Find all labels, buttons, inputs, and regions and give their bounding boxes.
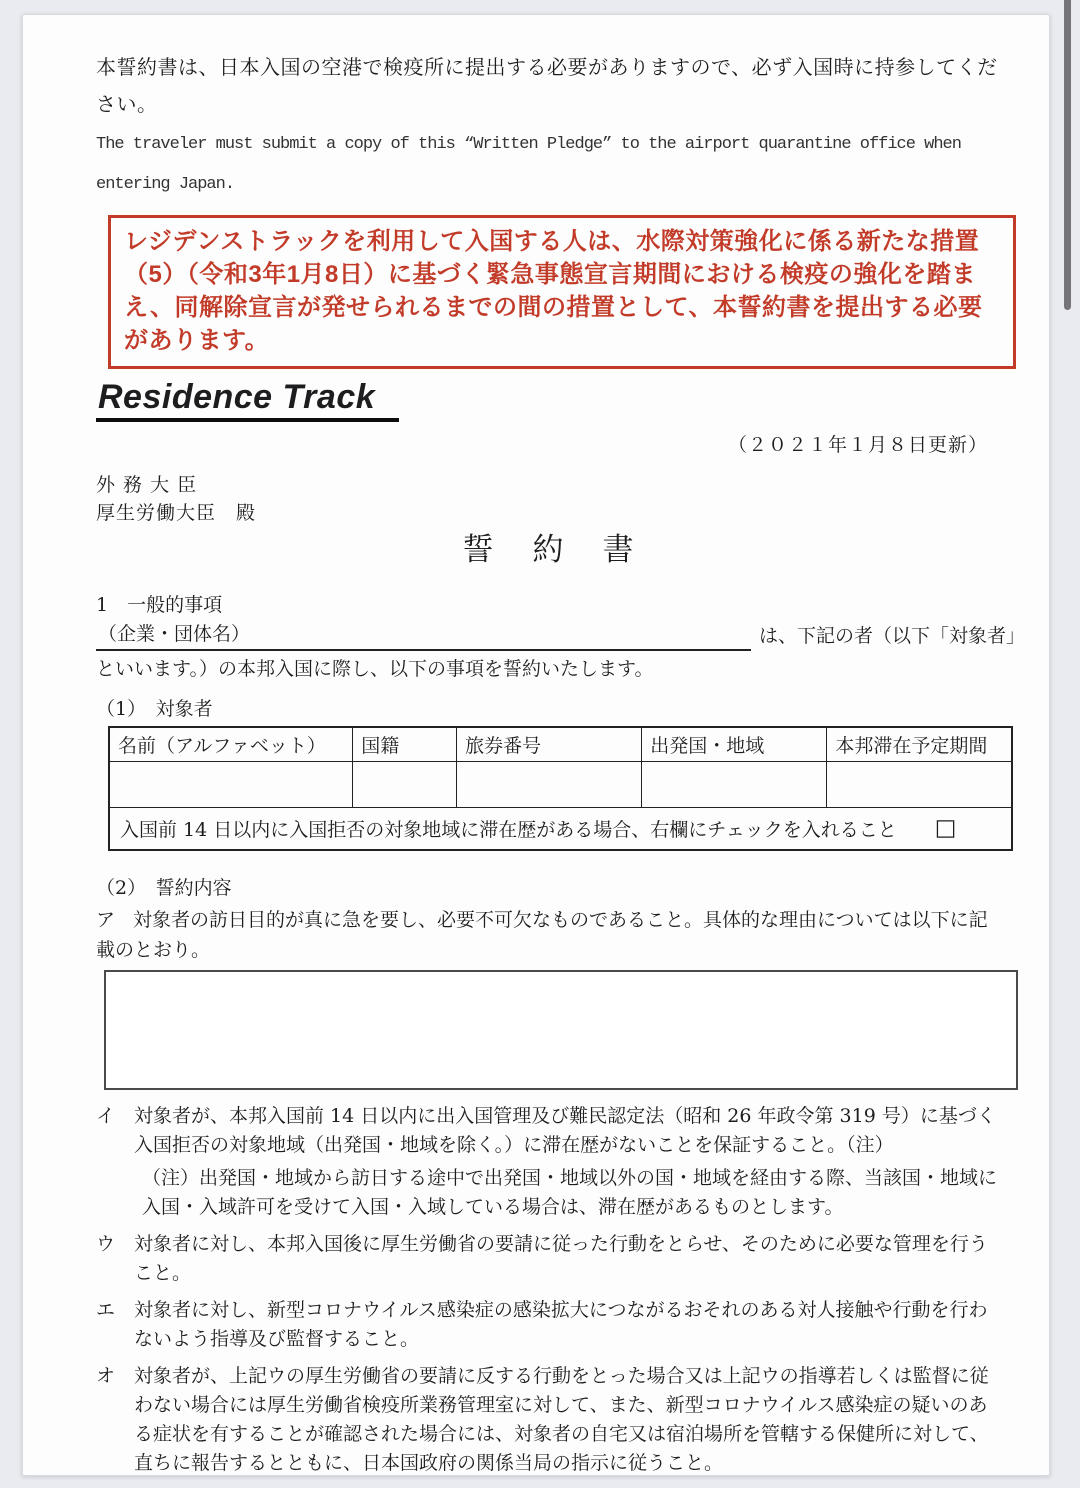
intro-en-line1: The traveler must submit a copy of this “Written Pledge” to the airport quarantine office when bbox=[96, 135, 961, 154]
item-o-marker: オ bbox=[96, 1364, 116, 1387]
addressee-line1: 外 務 大 臣 bbox=[96, 474, 198, 496]
name-cell[interactable] bbox=[109, 762, 353, 808]
company-name-field[interactable] bbox=[96, 619, 751, 651]
col-passport: 旅券番号 bbox=[457, 727, 642, 762]
pledge-item-o bbox=[96, 1362, 1004, 1477]
stay-history-row bbox=[109, 808, 1012, 850]
stay-period-cell[interactable] bbox=[827, 762, 1012, 808]
subjects-table bbox=[108, 726, 1013, 851]
departure-cell[interactable] bbox=[642, 762, 827, 808]
stay-history-checkbox[interactable]: □ bbox=[934, 814, 957, 841]
pledge-item-u bbox=[96, 1230, 1004, 1288]
pledge-heading: （2） 誓約内容 bbox=[96, 876, 232, 899]
intro-note bbox=[96, 49, 1004, 203]
company-name-line bbox=[96, 619, 1026, 651]
subjects-header-row bbox=[109, 727, 1012, 762]
item-a-text: 対象者の訪日目的が真に急を要し、必要不可欠なものであること。具体的な理由については以下に記載のとおり。 bbox=[96, 908, 988, 961]
intro-jp: 本誓約書は、日本入国の空港で検疫所に提出する必要がありますので、必ず入国時に持参してください。 bbox=[96, 55, 998, 116]
item-i-text: 対象者が、本邦入国前 14 日以内に出入国管理及び難民認定法（昭和 26 年政令第 319 号）に基づく入国拒否の対象地域（出発国・地域を除く。）に滞在歴がないことを保証すること。（注） bbox=[134, 1104, 996, 1156]
pledge-item-a bbox=[96, 905, 1004, 965]
company-name-label: （企業・団体名） bbox=[98, 623, 251, 645]
document-content bbox=[23, 15, 1049, 1476]
item-i-marker: イ bbox=[96, 1104, 116, 1127]
company-suffix-text: は、下記の者（以下「対象者」 bbox=[759, 625, 1026, 647]
addressee-line2: 厚生労働大臣 殿 bbox=[96, 502, 257, 524]
nationality-cell[interactable] bbox=[353, 762, 457, 808]
stay-history-note: 入国前 14 日以内に入国拒否の対象地域に滞在歴がある場合、右欄にチェックを入れること bbox=[120, 818, 897, 841]
item-i-note: （注）出発国・地域から訪日する途中で出発国・地域以外の国・地域を経由する際、当該国・地域に入国・入域許可を受けて入国・入域している場合は、滞在歴があるものとします。 bbox=[142, 1166, 998, 1218]
subjects-heading: （1） 対象者 bbox=[96, 698, 213, 720]
notice-text: レジデンストラックを利用して入国する人は、水際対策強化に係る新たな措置（5）（令和3年1月8日）に基づく緊急事態宣言期間における検疫の強化を踏まえ、同解除宣言が発せられるまでの間の措置として、本誓約書を提出する必要があります。 bbox=[124, 228, 983, 354]
item-e-marker: エ bbox=[96, 1298, 116, 1321]
pledge-item-i bbox=[96, 1102, 1004, 1160]
intro-en-line2: entering Japan. bbox=[96, 175, 235, 194]
updated-date: （２０２１年１月８日更新） bbox=[727, 434, 988, 456]
pledge-lead-text: といいます。）の本邦入国に際し、以下の事項を誓約いたします。 bbox=[96, 658, 654, 680]
pledge-item-e bbox=[96, 1296, 1004, 1354]
col-name: 名前（アルファベット） bbox=[109, 727, 353, 762]
track-title: Residence Track bbox=[96, 377, 399, 422]
item-e-text: 対象者に対し、新型コロナウイルス感染症の感染拡大につながるおそれのある対人接触や行動を行わないよう指導及び監督すること。 bbox=[134, 1298, 988, 1350]
section-1-heading: 1 一般的事項 bbox=[96, 594, 223, 616]
col-stay-period: 本邦滞在予定期間 bbox=[827, 727, 1012, 762]
item-a-marker: ア bbox=[96, 908, 116, 931]
passport-cell[interactable] bbox=[457, 762, 642, 808]
item-u-text: 対象者に対し、本邦入国後に厚生労働省の要請に従った行動をとらせ、そのために必要な管理を行うこと。 bbox=[134, 1232, 988, 1284]
document-title: 誓 約 書 bbox=[462, 532, 638, 568]
item-o-text: 対象者が、上記ウの厚生労働省の要請に反する行動をとった場合又は上記ウの指導若しくは監督に従わない場合には厚生労働省検疫所業務管理室に対して、また、新型コロナウイルス感染症の疑いのある症状を有することが確認された場合には、対象者の自宅又は宿泊場所を管轄する保健所に対して、直ちに報告するとともに、日本国政府の関係当局の指示に従うこと。 bbox=[134, 1364, 989, 1474]
subjects-entry-row bbox=[109, 762, 1012, 808]
residence-track-notice bbox=[108, 215, 1016, 369]
col-nationality: 国籍 bbox=[353, 727, 457, 762]
col-departure: 出発国・地域 bbox=[642, 727, 827, 762]
addressee-block bbox=[96, 471, 1004, 527]
scrollbar-thumb[interactable] bbox=[1064, 0, 1071, 310]
item-u-marker: ウ bbox=[96, 1232, 116, 1255]
reason-textarea[interactable] bbox=[104, 970, 1018, 1090]
document-page bbox=[22, 14, 1050, 1476]
